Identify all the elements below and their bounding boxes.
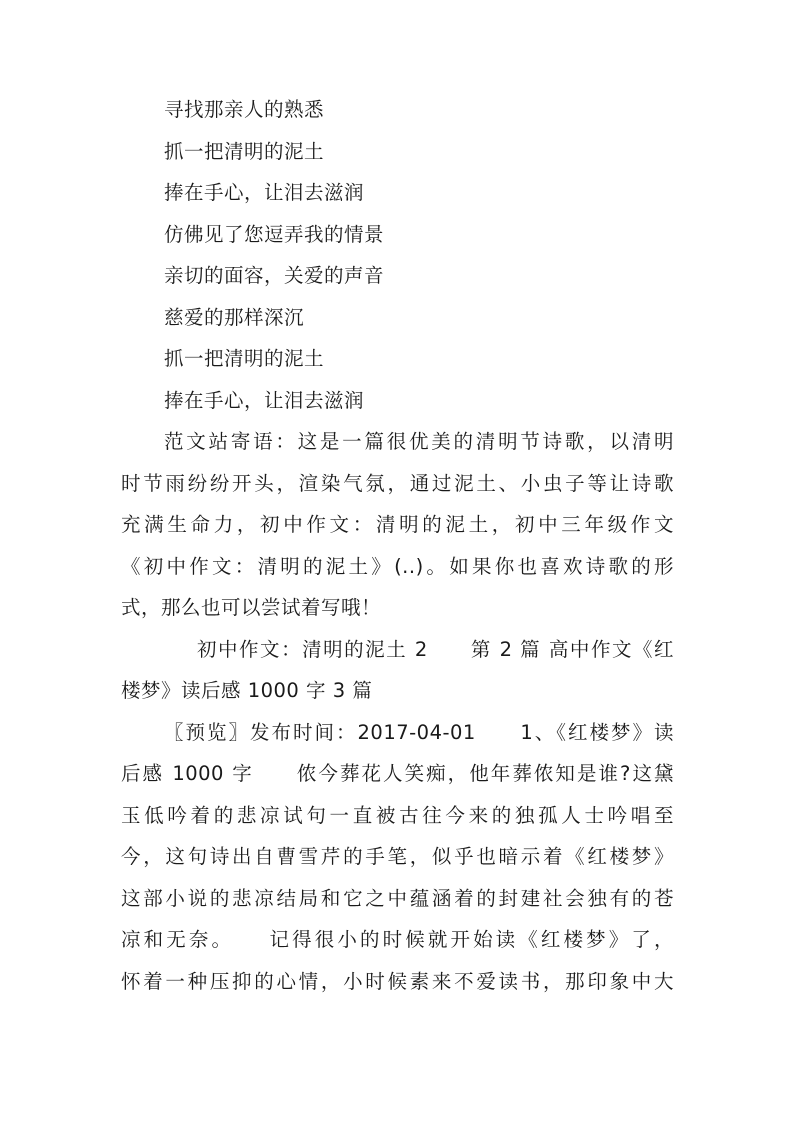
poem-line: 抓一把清明的泥土 [164,140,325,163]
article-line: 今，这句诗出自曹雪芹的手笔，似乎也暗示着《红楼梦》 [121,845,674,868]
poem-line: 捧在手心，让泪去滋润 [164,181,365,204]
article-line: 凉和无奈。 记得很小的时候就开始读《红楼梦》了， [121,928,674,951]
article-line: 玉低吟着的悲凉试句一直被古往今来的独孤人士吟唱至 [121,804,674,827]
poem-line: 抓一把清明的泥土 [164,347,325,370]
article-line: 〖预览〗发布时间：2017-04-01 1、《红楼梦》读 [164,721,674,744]
section-heading: 楼梦》读后感 1000 字 3 篇 [121,679,373,702]
article-line: 怀着一种压抑的心情，小时候素来不爱读书，那印象中大 [121,970,674,993]
article-line: 这部小说的悲凉结局和它之中蕴涵着的封建社会独有的苍 [121,887,674,910]
editor-note-line: 范文站寄语：这是一篇很优美的清明节诗歌，以清明 [164,430,674,453]
editor-note-line: 充满生命力，初中作文：清明的泥土，初中三年级作文 [121,513,674,536]
editor-note-line: 式，那么也可以尝试着写哦！ [121,596,382,619]
poem-line: 捧在手心，让泪去滋润 [164,389,365,412]
article-line: 后感 1000 字 侬今葬花人笑痴，他年葬侬知是谁?这黛 [121,762,674,785]
section-heading: 初中作文：清明的泥土 2 第 2 篇 高中作文《红 [197,638,674,661]
poem-line: 慈爱的那样深沉 [164,306,305,329]
poem-line: 仿佛见了您逗弄我的情景 [164,223,385,246]
poem-line: 寻找那亲人的熟悉 [164,98,325,121]
poem-line: 亲切的面容，关爱的声音 [164,264,385,287]
editor-note-line: 时节雨纷纷开头，渲染气氛，通过泥土、小虫子等让诗歌 [121,472,674,495]
editor-note-line: 《初中作文：清明的泥土》(..)。如果你也喜欢诗歌的形 [121,555,674,578]
